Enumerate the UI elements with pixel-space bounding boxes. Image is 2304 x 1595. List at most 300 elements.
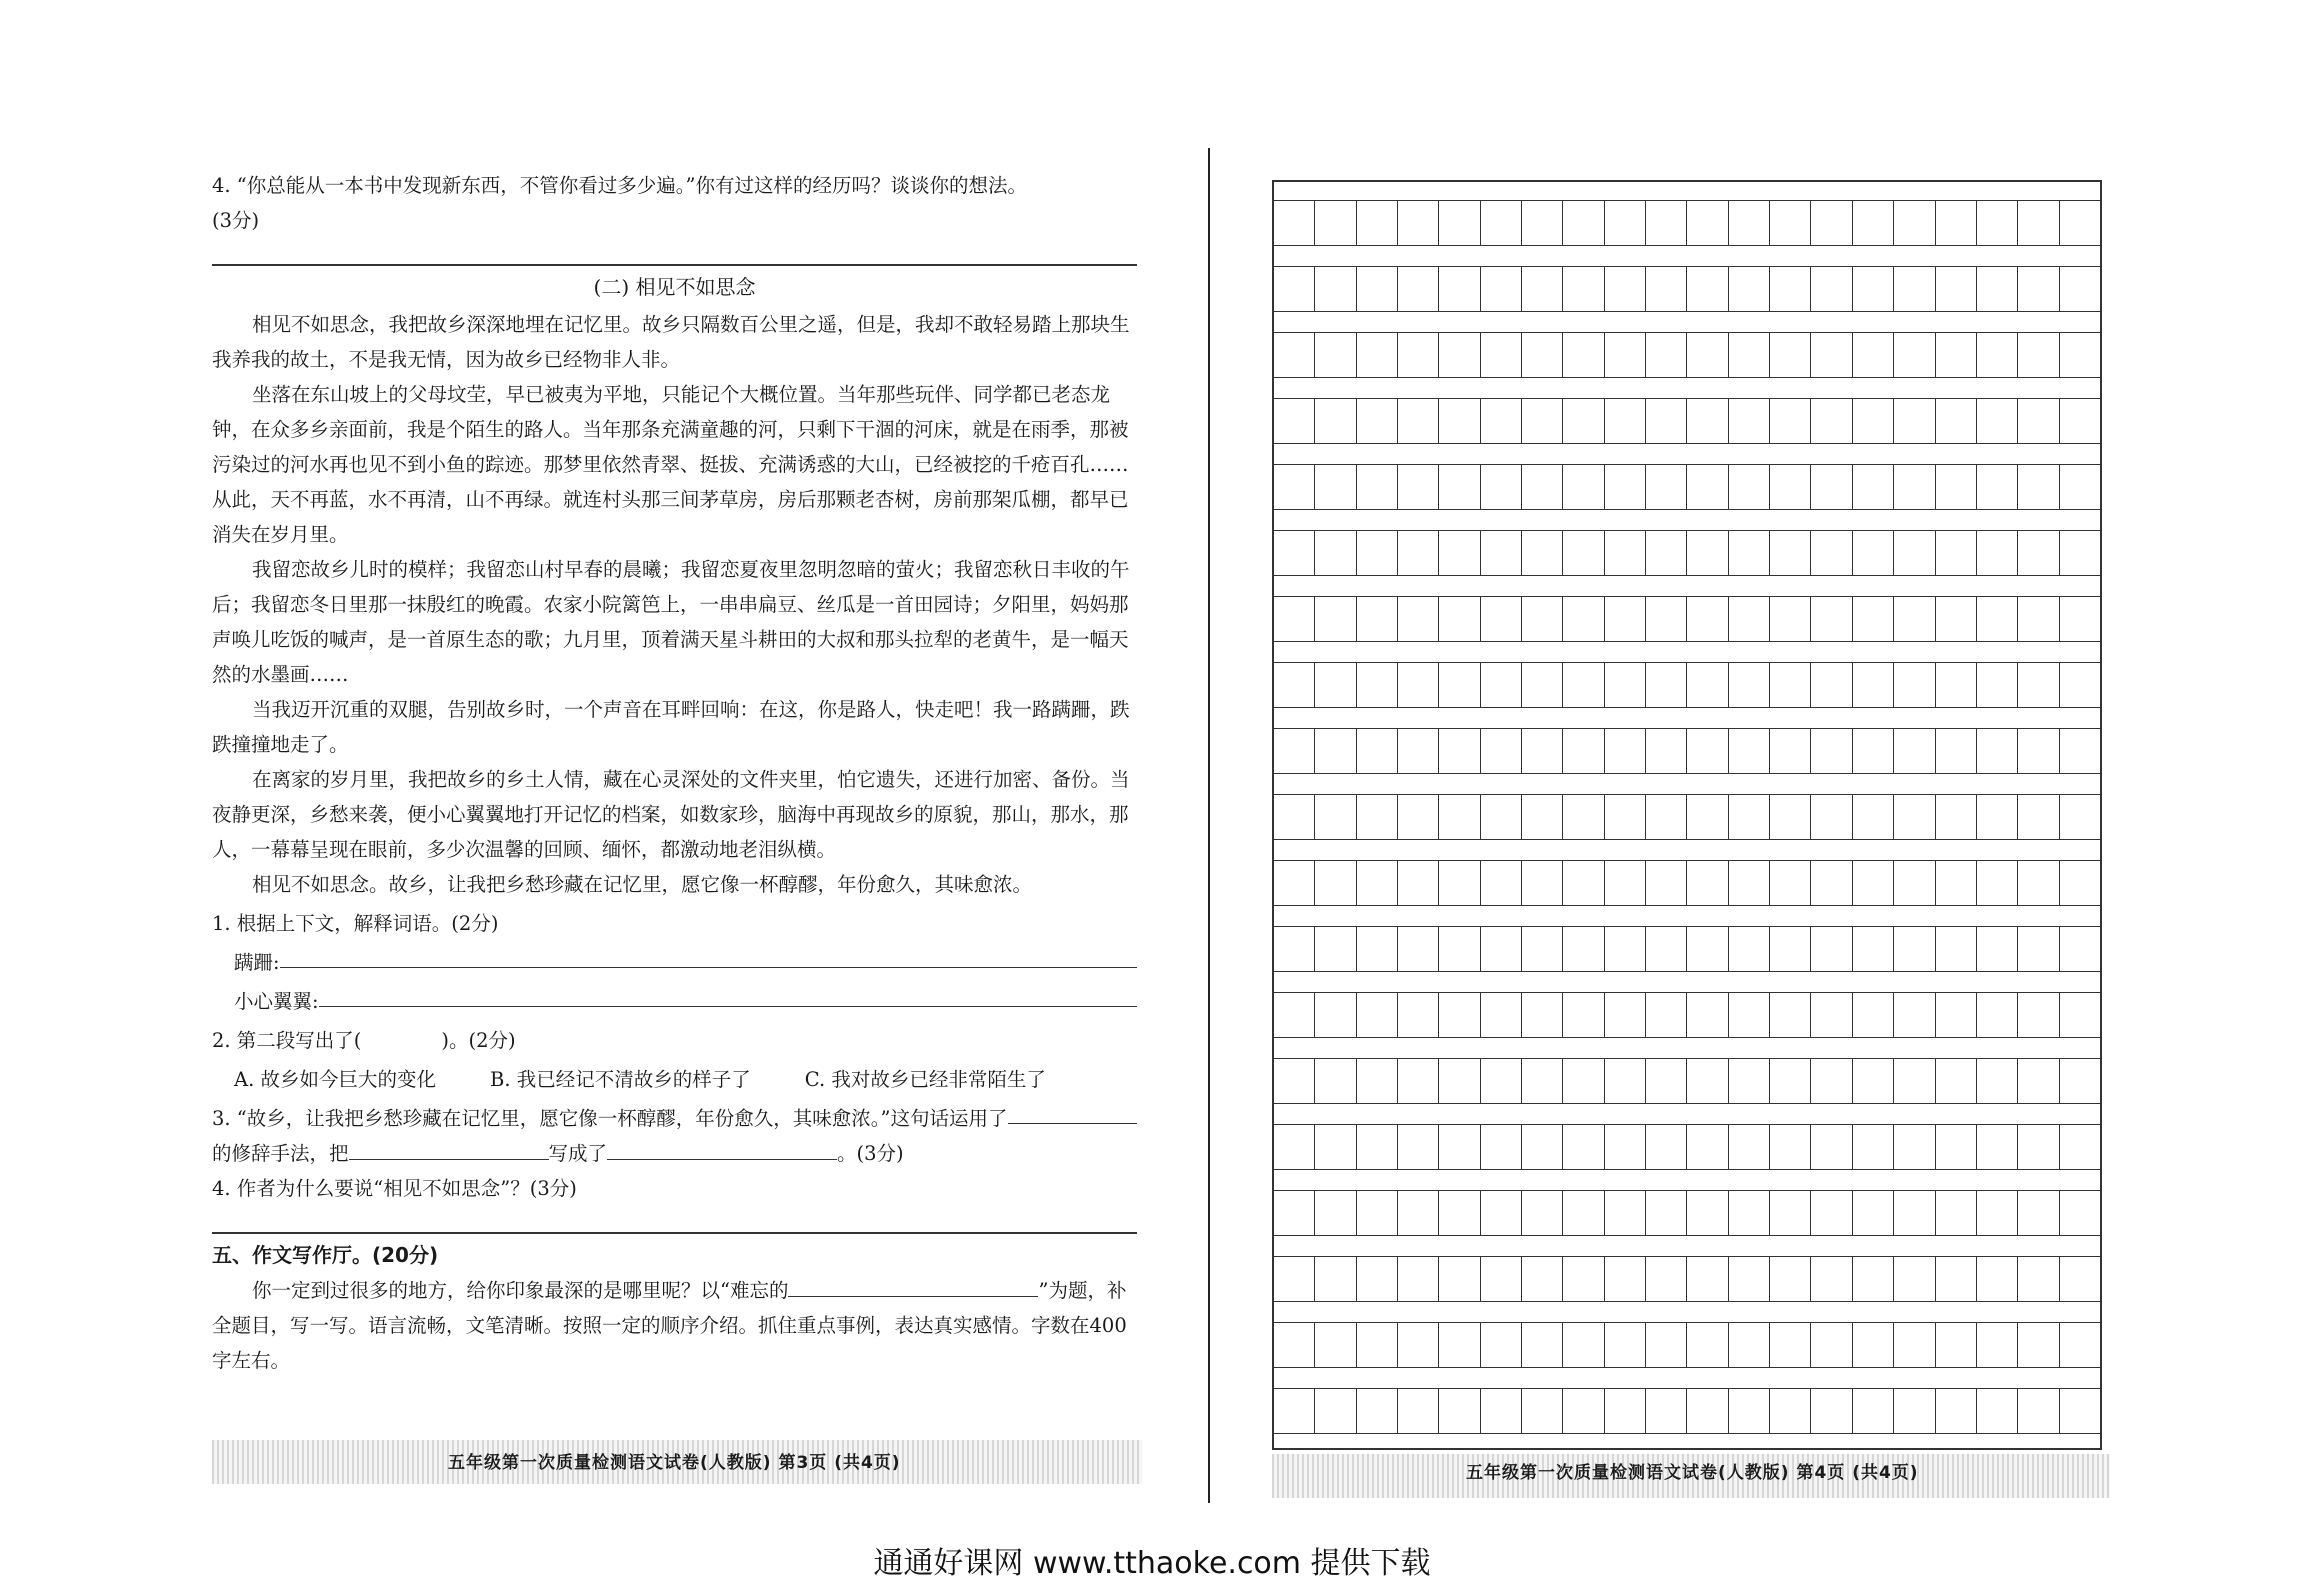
grid-cell[interactable] (1686, 1257, 1727, 1301)
grid-cell[interactable] (1397, 399, 1438, 443)
grid-cell[interactable] (1480, 201, 1521, 245)
grid-cell[interactable] (1645, 1125, 1686, 1169)
grid-cell[interactable] (1274, 1257, 1314, 1301)
grid-cell[interactable] (1852, 663, 1893, 707)
answer-line[interactable] (319, 984, 1137, 1007)
grid-cell[interactable] (2059, 597, 2100, 641)
grid-cell[interactable] (1480, 795, 1521, 839)
grid-cell[interactable] (1935, 795, 1976, 839)
grid-cell[interactable] (1438, 531, 1479, 575)
grid-cell[interactable] (1480, 663, 1521, 707)
grid-cell[interactable] (1645, 267, 1686, 311)
grid-cell[interactable] (1686, 729, 1727, 773)
grid-cell[interactable] (1852, 1389, 1893, 1433)
grid-cell[interactable] (1893, 267, 1934, 311)
grid-cell[interactable] (1604, 399, 1645, 443)
grid-cell[interactable] (1521, 597, 1562, 641)
grid-cell[interactable] (1810, 1257, 1851, 1301)
grid-cell[interactable] (1976, 1059, 2017, 1103)
grid-cell[interactable] (1728, 1323, 1769, 1367)
grid-cell[interactable] (1604, 267, 1645, 311)
grid-cell[interactable] (1314, 1125, 1355, 1169)
grid-cell[interactable] (1356, 201, 1397, 245)
grid-cell[interactable] (2059, 861, 2100, 905)
grid-cell[interactable] (1686, 795, 1727, 839)
grid-cell[interactable] (1521, 993, 1562, 1037)
grid-cell[interactable] (2017, 1059, 2058, 1103)
grid-cell[interactable] (1810, 399, 1851, 443)
grid-cell[interactable] (1645, 861, 1686, 905)
grid-cell[interactable] (2059, 729, 2100, 773)
grid-cell[interactable] (1769, 1125, 1810, 1169)
grid-cell[interactable] (1480, 1191, 1521, 1235)
grid-cell[interactable] (1397, 795, 1438, 839)
grid-cell[interactable] (1562, 1059, 1603, 1103)
grid-cell[interactable] (1645, 333, 1686, 377)
grid-cell[interactable] (1769, 399, 1810, 443)
grid-cell[interactable] (2017, 267, 2058, 311)
grid-cell[interactable] (1769, 1257, 1810, 1301)
grid-cell[interactable] (2017, 465, 2058, 509)
grid-cell[interactable] (1893, 729, 1934, 773)
grid-cell[interactable] (1976, 663, 2017, 707)
grid-cell[interactable] (1274, 267, 1314, 311)
grid-cell[interactable] (1852, 1059, 1893, 1103)
grid-cell[interactable] (1893, 597, 1934, 641)
grid-cell[interactable] (1852, 1125, 1893, 1169)
grid-cell[interactable] (1852, 861, 1893, 905)
grid-cell[interactable] (1562, 1125, 1603, 1169)
grid-cell[interactable] (1438, 1389, 1479, 1433)
grid-cell[interactable] (1976, 333, 2017, 377)
grid-cell[interactable] (1769, 1191, 1810, 1235)
grid-cell[interactable] (1686, 597, 1727, 641)
answer-line[interactable] (1008, 1101, 1138, 1124)
grid-cell[interactable] (1562, 1389, 1603, 1433)
grid-cell[interactable] (1314, 861, 1355, 905)
grid-cell[interactable] (1769, 465, 1810, 509)
grid-cell[interactable] (1562, 1191, 1603, 1235)
grid-cell[interactable] (1480, 531, 1521, 575)
grid-cell[interactable] (1356, 795, 1397, 839)
grid-cell[interactable] (1274, 465, 1314, 509)
grid-cell[interactable] (1810, 1125, 1851, 1169)
grid-cell[interactable] (1935, 1389, 1976, 1433)
grid-cell[interactable] (1521, 927, 1562, 971)
grid-cell[interactable] (1521, 531, 1562, 575)
grid-cell[interactable] (2017, 795, 2058, 839)
grid-cell[interactable] (1935, 1191, 1976, 1235)
grid-cell[interactable] (2059, 201, 2100, 245)
grid-cell[interactable] (1314, 1059, 1355, 1103)
grid-cell[interactable] (1935, 729, 1976, 773)
grid-cell[interactable] (1604, 1191, 1645, 1235)
grid-cell[interactable] (1604, 1323, 1645, 1367)
grid-cell[interactable] (1397, 927, 1438, 971)
grid-cell[interactable] (1810, 927, 1851, 971)
grid-cell[interactable] (1274, 1389, 1314, 1433)
grid-cell[interactable] (1686, 201, 1727, 245)
grid-cell[interactable] (1769, 1323, 1810, 1367)
grid-cell[interactable] (1314, 531, 1355, 575)
grid-cell[interactable] (1810, 333, 1851, 377)
grid-cell[interactable] (1852, 201, 1893, 245)
grid-cell[interactable] (1810, 795, 1851, 839)
grid-cell[interactable] (1935, 663, 1976, 707)
grid-cell[interactable] (1521, 1191, 1562, 1235)
grid-cell[interactable] (1356, 1125, 1397, 1169)
grid-cell[interactable] (1480, 597, 1521, 641)
grid-cell[interactable] (1728, 927, 1769, 971)
grid-cell[interactable] (1521, 795, 1562, 839)
grid-cell[interactable] (1810, 201, 1851, 245)
grid-cell[interactable] (1976, 1389, 2017, 1433)
grid-cell[interactable] (1935, 399, 1976, 443)
grid-cell[interactable] (2059, 399, 2100, 443)
grid-cell[interactable] (1438, 399, 1479, 443)
grid-cell[interactable] (1728, 1389, 1769, 1433)
grid-cell[interactable] (1893, 399, 1934, 443)
grid-cell[interactable] (1935, 333, 1976, 377)
grid-cell[interactable] (1314, 333, 1355, 377)
grid-cell[interactable] (1274, 201, 1314, 245)
grid-cell[interactable] (1728, 993, 1769, 1037)
grid-cell[interactable] (2017, 597, 2058, 641)
grid-cell[interactable] (1852, 267, 1893, 311)
grid-cell[interactable] (1397, 267, 1438, 311)
grid-cell[interactable] (1356, 465, 1397, 509)
grid-cell[interactable] (1852, 729, 1893, 773)
grid-cell[interactable] (1728, 1059, 1769, 1103)
grid-cell[interactable] (1438, 993, 1479, 1037)
grid-cell[interactable] (1438, 795, 1479, 839)
grid-cell[interactable] (2017, 201, 2058, 245)
grid-cell[interactable] (1893, 1125, 1934, 1169)
grid-cell[interactable] (1480, 333, 1521, 377)
grid-cell[interactable] (1356, 1257, 1397, 1301)
grid-cell[interactable] (1397, 1389, 1438, 1433)
grid-cell[interactable] (1356, 729, 1397, 773)
grid-cell[interactable] (1438, 333, 1479, 377)
grid-cell[interactable] (1852, 399, 1893, 443)
grid-cell[interactable] (1893, 201, 1934, 245)
grid-cell[interactable] (1976, 861, 2017, 905)
grid-cell[interactable] (1893, 1059, 1934, 1103)
grid-cell[interactable] (1274, 597, 1314, 641)
grid-cell[interactable] (2017, 531, 2058, 575)
grid-cell[interactable] (1686, 531, 1727, 575)
grid-cell[interactable] (1976, 1257, 2017, 1301)
grid-cell[interactable] (1562, 531, 1603, 575)
grid-cell[interactable] (1314, 465, 1355, 509)
grid-cell[interactable] (2017, 1323, 2058, 1367)
grid-cell[interactable] (1604, 729, 1645, 773)
grid-cell[interactable] (1604, 1059, 1645, 1103)
grid-cell[interactable] (1356, 993, 1397, 1037)
grid-cell[interactable] (1314, 1389, 1355, 1433)
grid-cell[interactable] (1438, 861, 1479, 905)
grid-cell[interactable] (1604, 1389, 1645, 1433)
answer-line[interactable] (349, 1137, 549, 1160)
grid-cell[interactable] (1604, 531, 1645, 575)
grid-cell[interactable] (1645, 465, 1686, 509)
grid-cell[interactable] (1438, 201, 1479, 245)
grid-cell[interactable] (1893, 1257, 1934, 1301)
grid-cell[interactable] (1976, 729, 2017, 773)
grid-cell[interactable] (1521, 663, 1562, 707)
grid-cell[interactable] (1976, 399, 2017, 443)
grid-cell[interactable] (1480, 465, 1521, 509)
grid-cell[interactable] (1852, 1323, 1893, 1367)
grid-cell[interactable] (1893, 1389, 1934, 1433)
grid-cell[interactable] (1438, 1125, 1479, 1169)
grid-cell[interactable] (1769, 729, 1810, 773)
grid-cell[interactable] (2059, 663, 2100, 707)
grid-cell[interactable] (1356, 927, 1397, 971)
grid-cell[interactable] (1728, 1191, 1769, 1235)
grid-cell[interactable] (1314, 993, 1355, 1037)
grid-cell[interactable] (1769, 1059, 1810, 1103)
grid-cell[interactable] (1935, 531, 1976, 575)
grid-cell[interactable] (1645, 1323, 1686, 1367)
grid-cell[interactable] (1274, 531, 1314, 575)
composition-grid[interactable] (1272, 180, 2102, 1450)
grid-cell[interactable] (1810, 267, 1851, 311)
grid-cell[interactable] (1935, 861, 1976, 905)
grid-cell[interactable] (1893, 861, 1934, 905)
grid-cell[interactable] (1314, 663, 1355, 707)
grid-cell[interactable] (2017, 993, 2058, 1037)
grid-cell[interactable] (1645, 795, 1686, 839)
grid-cell[interactable] (1852, 1191, 1893, 1235)
grid-cell[interactable] (2017, 927, 2058, 971)
grid-cell[interactable] (1769, 267, 1810, 311)
grid-cell[interactable] (1314, 267, 1355, 311)
grid-cell[interactable] (1604, 1125, 1645, 1169)
grid-cell[interactable] (1686, 1059, 1727, 1103)
grid-cell[interactable] (2059, 1191, 2100, 1235)
grid-cell[interactable] (1810, 1323, 1851, 1367)
grid-cell[interactable] (1935, 1059, 1976, 1103)
grid-cell[interactable] (2059, 267, 2100, 311)
grid-cell[interactable] (1274, 861, 1314, 905)
grid-cell[interactable] (1562, 399, 1603, 443)
grid-cell[interactable] (1769, 795, 1810, 839)
grid-cell[interactable] (1314, 795, 1355, 839)
grid-cell[interactable] (1274, 399, 1314, 443)
grid-cell[interactable] (1686, 861, 1727, 905)
grid-cell[interactable] (2017, 663, 2058, 707)
grid-cell[interactable] (1521, 1323, 1562, 1367)
grid-cell[interactable] (1645, 1389, 1686, 1433)
grid-cell[interactable] (1438, 465, 1479, 509)
grid-cell[interactable] (1604, 795, 1645, 839)
grid-cell[interactable] (1976, 465, 2017, 509)
grid-cell[interactable] (1852, 597, 1893, 641)
grid-cell[interactable] (1397, 531, 1438, 575)
grid-cell[interactable] (1397, 729, 1438, 773)
grid-cell[interactable] (1728, 1257, 1769, 1301)
grid-cell[interactable] (1645, 531, 1686, 575)
grid-cell[interactable] (1480, 1323, 1521, 1367)
grid-cell[interactable] (1976, 597, 2017, 641)
grid-cell[interactable] (1274, 663, 1314, 707)
grid-cell[interactable] (1645, 729, 1686, 773)
grid-cell[interactable] (1397, 1257, 1438, 1301)
grid-cell[interactable] (2017, 729, 2058, 773)
grid-cell[interactable] (1852, 993, 1893, 1037)
grid-cell[interactable] (1438, 1059, 1479, 1103)
grid-cell[interactable] (2017, 1125, 2058, 1169)
grid-cell[interactable] (1480, 993, 1521, 1037)
grid-cell[interactable] (1480, 927, 1521, 971)
grid-cell[interactable] (1562, 1323, 1603, 1367)
grid-cell[interactable] (1438, 267, 1479, 311)
grid-cell[interactable] (1480, 861, 1521, 905)
grid-cell[interactable] (1852, 465, 1893, 509)
grid-cell[interactable] (1935, 1257, 1976, 1301)
grid-cell[interactable] (1769, 333, 1810, 377)
grid-cell[interactable] (1686, 927, 1727, 971)
title-blank[interactable] (788, 1274, 1038, 1297)
grid-cell[interactable] (2059, 927, 2100, 971)
grid-cell[interactable] (1935, 993, 1976, 1037)
grid-cell[interactable] (1769, 993, 1810, 1037)
grid-cell[interactable] (1645, 201, 1686, 245)
grid-cell[interactable] (1976, 927, 2017, 971)
grid-cell[interactable] (1274, 1323, 1314, 1367)
grid-cell[interactable] (1810, 531, 1851, 575)
grid-cell[interactable] (1356, 597, 1397, 641)
grid-cell[interactable] (1728, 267, 1769, 311)
grid-cell[interactable] (1852, 927, 1893, 971)
grid-cell[interactable] (1562, 861, 1603, 905)
grid-cell[interactable] (1935, 465, 1976, 509)
grid-cell[interactable] (1274, 729, 1314, 773)
grid-cell[interactable] (1935, 1125, 1976, 1169)
answer-line[interactable] (607, 1137, 837, 1160)
grid-cell[interactable] (1521, 201, 1562, 245)
grid-cell[interactable] (1645, 1059, 1686, 1103)
grid-cell[interactable] (1397, 597, 1438, 641)
grid-cell[interactable] (1562, 795, 1603, 839)
grid-cell[interactable] (1810, 1389, 1851, 1433)
grid-cell[interactable] (1480, 1125, 1521, 1169)
grid-cell[interactable] (1686, 663, 1727, 707)
grid-cell[interactable] (1314, 927, 1355, 971)
grid-cell[interactable] (1728, 201, 1769, 245)
grid-cell[interactable] (1521, 861, 1562, 905)
grid-cell[interactable] (2059, 1389, 2100, 1433)
grid-cell[interactable] (1893, 993, 1934, 1037)
grid-cell[interactable] (1810, 465, 1851, 509)
grid-cell[interactable] (1604, 993, 1645, 1037)
grid-cell[interactable] (1314, 201, 1355, 245)
grid-cell[interactable] (1604, 1257, 1645, 1301)
grid-cell[interactable] (1604, 201, 1645, 245)
grid-cell[interactable] (1397, 663, 1438, 707)
grid-cell[interactable] (1521, 1257, 1562, 1301)
grid-cell[interactable] (1480, 1059, 1521, 1103)
grid-cell[interactable] (1397, 1191, 1438, 1235)
grid-cell[interactable] (1604, 861, 1645, 905)
grid-cell[interactable] (1438, 1191, 1479, 1235)
grid-cell[interactable] (1314, 1191, 1355, 1235)
grid-cell[interactable] (1893, 927, 1934, 971)
grid-cell[interactable] (1397, 861, 1438, 905)
grid-cell[interactable] (1976, 1323, 2017, 1367)
grid-cell[interactable] (2017, 1389, 2058, 1433)
grid-cell[interactable] (1810, 663, 1851, 707)
grid-cell[interactable] (1480, 267, 1521, 311)
grid-cell[interactable] (1645, 1191, 1686, 1235)
grid-cell[interactable] (1976, 201, 2017, 245)
grid-cell[interactable] (1480, 399, 1521, 443)
grid-cell[interactable] (1728, 399, 1769, 443)
grid-cell[interactable] (1397, 1323, 1438, 1367)
grid-cell[interactable] (1769, 201, 1810, 245)
grid-cell[interactable] (1893, 663, 1934, 707)
grid-cell[interactable] (1438, 1257, 1479, 1301)
grid-cell[interactable] (1645, 927, 1686, 971)
grid-cell[interactable] (1356, 663, 1397, 707)
grid-cell[interactable] (1935, 597, 1976, 641)
grid-cell[interactable] (1686, 267, 1727, 311)
grid-cell[interactable] (2059, 333, 2100, 377)
grid-cell[interactable] (2059, 1125, 2100, 1169)
grid-cell[interactable] (1810, 1059, 1851, 1103)
grid-cell[interactable] (1604, 663, 1645, 707)
grid-cell[interactable] (1604, 333, 1645, 377)
grid-cell[interactable] (1769, 1389, 1810, 1433)
grid-cell[interactable] (1562, 927, 1603, 971)
grid-cell[interactable] (1356, 1059, 1397, 1103)
grid-cell[interactable] (1935, 927, 1976, 971)
grid-cell[interactable] (1645, 1257, 1686, 1301)
grid-cell[interactable] (1562, 729, 1603, 773)
grid-cell[interactable] (1562, 1257, 1603, 1301)
grid-cell[interactable] (1274, 1059, 1314, 1103)
grid-cell[interactable] (1935, 267, 1976, 311)
grid-cell[interactable] (1438, 729, 1479, 773)
grid-cell[interactable] (1604, 927, 1645, 971)
grid-cell[interactable] (1852, 531, 1893, 575)
grid-cell[interactable] (1274, 1125, 1314, 1169)
grid-cell[interactable] (2059, 1323, 2100, 1367)
grid-cell[interactable] (1728, 333, 1769, 377)
grid-cell[interactable] (1521, 399, 1562, 443)
grid-cell[interactable] (1893, 333, 1934, 377)
grid-cell[interactable] (1686, 993, 1727, 1037)
grid-cell[interactable] (2059, 1059, 2100, 1103)
grid-cell[interactable] (1314, 399, 1355, 443)
grid-cell[interactable] (1562, 267, 1603, 311)
grid-cell[interactable] (1397, 333, 1438, 377)
grid-cell[interactable] (1314, 1323, 1355, 1367)
grid-cell[interactable] (2059, 465, 2100, 509)
grid-cell[interactable] (1852, 795, 1893, 839)
grid-cell[interactable] (1976, 267, 2017, 311)
grid-cell[interactable] (1480, 1389, 1521, 1433)
grid-cell[interactable] (1935, 201, 1976, 245)
grid-cell[interactable] (1645, 663, 1686, 707)
grid-cell[interactable] (1521, 333, 1562, 377)
grid-cell[interactable] (1521, 1059, 1562, 1103)
grid-cell[interactable] (1686, 1125, 1727, 1169)
grid-cell[interactable] (1728, 597, 1769, 641)
grid-cell[interactable] (1728, 663, 1769, 707)
grid-cell[interactable] (2017, 861, 2058, 905)
